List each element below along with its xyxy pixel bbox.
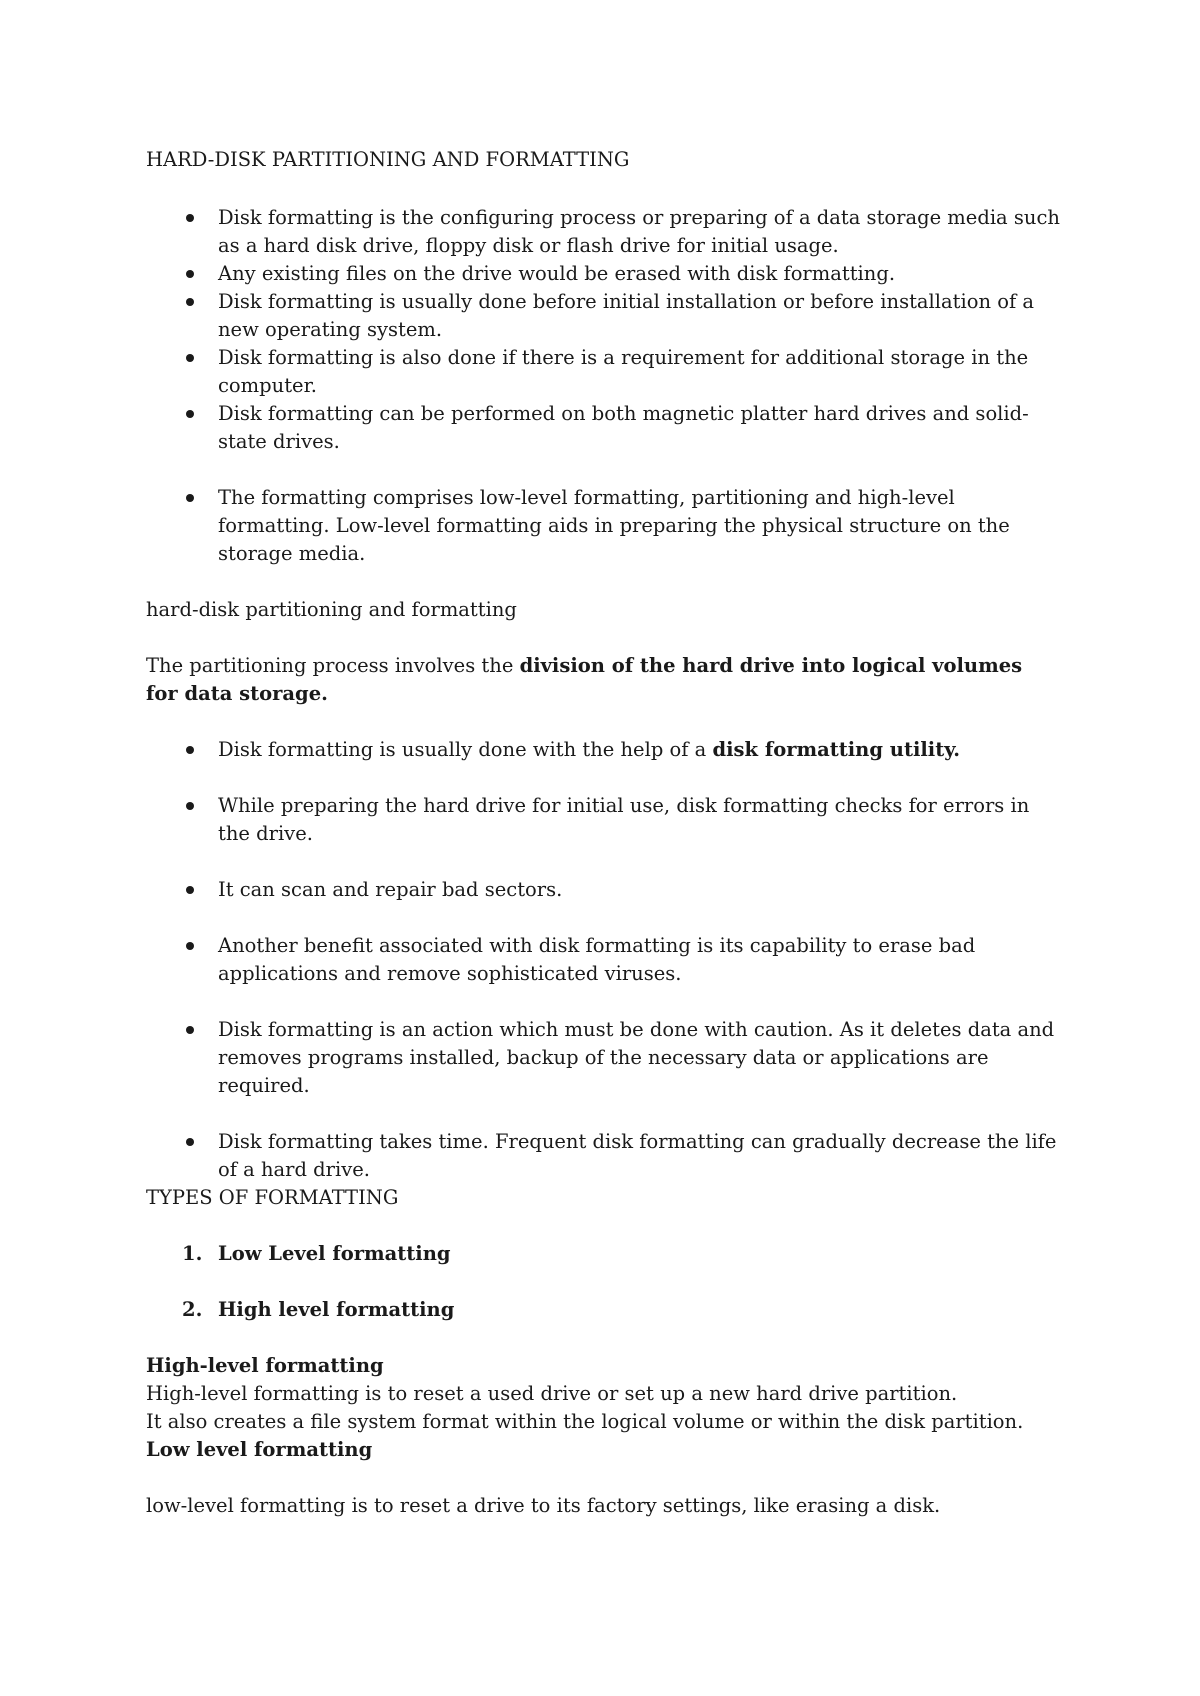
list-item [146, 288, 1066, 344]
high-level-section [146, 1352, 1023, 1464]
list-item [146, 1016, 1066, 1100]
list-item-text: While preparing the hard drive for initial use, disk formatting checks for errors in the drive. [218, 794, 1030, 845]
list-item-text: High level formatting [218, 1298, 455, 1321]
list-item-text: Another benefit associated with disk formatting is its capability to erase bad applications and remove sophisticated viruses. [218, 934, 976, 985]
list-number: 1. [182, 1242, 203, 1265]
list-item [146, 1240, 454, 1268]
list-item-text: Disk formatting is usually done with the help of a [218, 738, 713, 761]
list-item [146, 1128, 1066, 1184]
list-item [146, 344, 1066, 400]
list-item [146, 736, 1066, 764]
paragraph-bold-text: division of the hard drive into logical volumes for data storage. [146, 654, 1023, 705]
list-item [146, 400, 1066, 456]
list-item-text: It can scan and repair bad sectors. [218, 878, 563, 901]
list-item [146, 204, 1066, 260]
section-line: High-level formatting is to reset a used drive or set up a new hard drive partition. [146, 1382, 958, 1405]
paragraph-text: The partitioning process involves the [146, 654, 520, 677]
low-level-text: low-level formatting is to reset a drive to its factory settings, like erasing a disk. [146, 1494, 941, 1517]
list-item-text: The formatting comprises low-level formatting, partitioning and high-level formatting. Low-level formatting aids in preparing the physical structure on the storage media. [218, 486, 1010, 565]
page-heading: HARD-DISK PARTITIONING AND FORMATTING [146, 148, 630, 171]
list-item-text: Low Level formatting [218, 1242, 451, 1265]
types-list [146, 1240, 454, 1324]
bullet-list-details [146, 736, 1066, 1184]
bullet-list-intro [146, 204, 1066, 568]
list-item-text: Any existing files on the drive would be erased with disk formatting. [218, 262, 896, 285]
types-heading: TYPES OF FORMATTING [146, 1186, 399, 1209]
list-item [146, 484, 1066, 568]
list-item-bold-text: disk formatting utility. [712, 738, 961, 761]
list-number: 2. [182, 1298, 203, 1321]
list-item [146, 1296, 454, 1324]
list-item [146, 932, 1066, 988]
list-item-text: Disk formatting is the configuring process or preparing of a data storage media such as a hard disk drive, floppy disk or flash drive for initial usage. [218, 206, 1060, 257]
list-item [146, 792, 1066, 848]
list-item-text: Disk formatting takes time. Frequent disk formatting can gradually decrease the life of a hard drive. [218, 1130, 1057, 1181]
list-item-text: Disk formatting is an action which must be done with caution. As it deletes data and removes programs installed, backup of the necessary data or applications are required. [218, 1018, 1055, 1097]
list-item [146, 260, 1066, 288]
list-item-text: Disk formatting is also done if there is a requirement for additional storage in the computer. [218, 346, 1029, 397]
subheading: hard-disk partitioning and formatting [146, 598, 517, 621]
section-title: High-level formatting [146, 1354, 384, 1377]
list-item-text: Disk formatting can be performed on both magnetic platter hard drives and solid-state drives. [218, 402, 1029, 453]
list-item-text: Disk formatting is usually done before initial installation or before installation of a new operating system. [218, 290, 1034, 341]
partition-paragraph [146, 652, 1046, 708]
section-line: It also creates a file system format within the logical volume or within the disk partition. [146, 1410, 1024, 1433]
list-item [146, 876, 1066, 904]
section-title: Low level formatting [146, 1438, 373, 1461]
